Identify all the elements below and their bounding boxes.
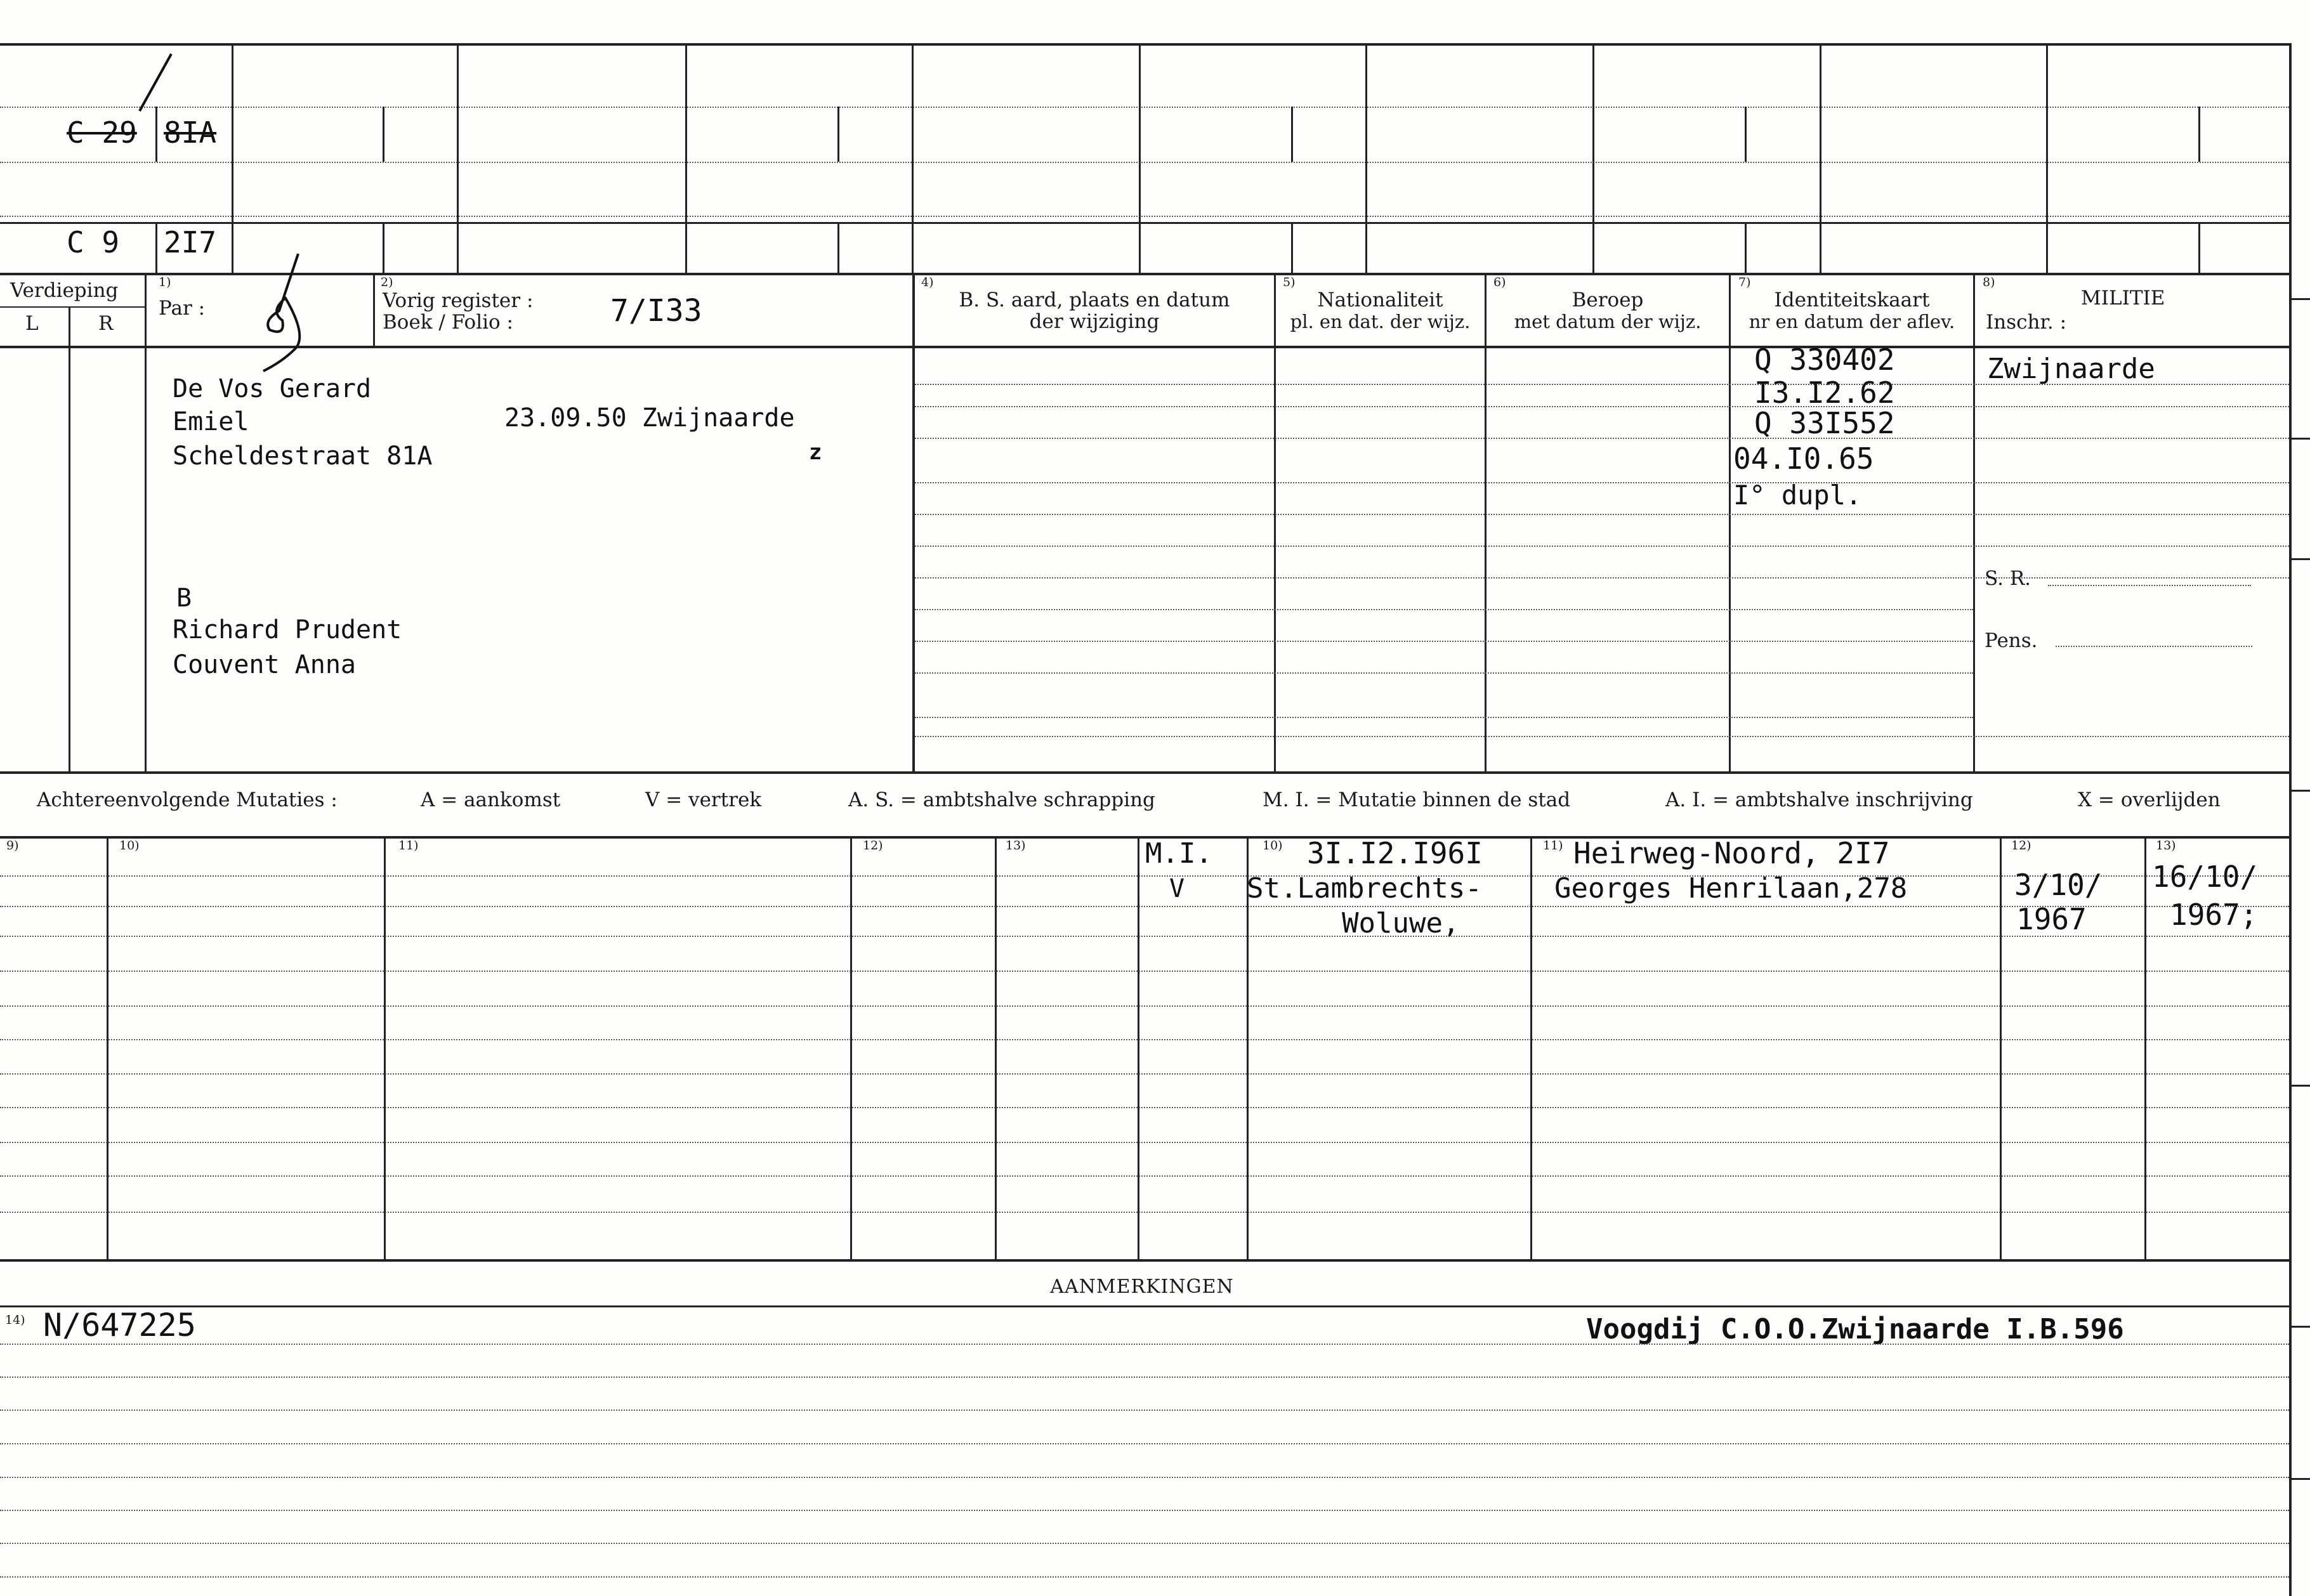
row2-number: 2I7 (164, 225, 217, 259)
mother-name: Couvent Anna (173, 650, 356, 679)
mutation-address-1: Heirweg-Noord, 2I7 (1573, 836, 1890, 870)
nationaliteit-sub-label: pl. en dat. der wijz. (1290, 311, 1471, 332)
floor-right-label: R (98, 312, 114, 335)
col8-num: 8) (1983, 275, 1995, 289)
sr-label: S. R. (1985, 567, 2031, 590)
id-line-2: I3.I2.62 (1754, 376, 1895, 410)
person-mark: z (809, 440, 822, 465)
boek-folio-value: 7/I33 (610, 293, 702, 329)
mutation-date12-a: 3/10/ (2014, 868, 2103, 902)
mutation-date13-b: 1967; (2170, 898, 2258, 932)
row1-code: C 29 (67, 115, 137, 150)
beroep-sub-label: met datum der wijz. (1514, 311, 1702, 332)
mut-col12b-num: 12) (2011, 839, 2031, 853)
inschr-label: Inschr. : (1986, 311, 2067, 334)
id-line-4: 04.I0.65 (1733, 442, 1874, 476)
mut-col12-num: 12) (863, 839, 883, 853)
person-birth: 23.09.50 Zwijnaarde (504, 403, 795, 433)
legend-mi: M. I. = Mutatie binnen de stad (1263, 788, 1571, 811)
mut-col13b-num: 13) (2156, 839, 2176, 853)
legend-as: A. S. = ambtshalve schrapping (848, 788, 1155, 811)
legend-a: A = aankomst (421, 788, 561, 811)
col7-num: 7) (1738, 275, 1751, 289)
identiteitskaart-sub-label: nr en datum der aflev. (1749, 311, 1955, 332)
aanmerkingen-title: AANMERKINGEN (1050, 1276, 1234, 1298)
mutation-date: 3I.I2.I96I (1307, 836, 1483, 870)
legend-v: V = vertrek (645, 788, 762, 811)
remarks-ref: N/647225 (43, 1307, 196, 1344)
mutation-code-mi: M.I. (1145, 837, 1212, 870)
col4-num: 4) (921, 275, 934, 289)
mutation-code-v: V (1169, 874, 1185, 903)
legend-ai: A. I. = ambtshalve inschrijving (1665, 788, 1973, 811)
remarks-num: 14) (5, 1313, 25, 1327)
id-line-5: I° dupl. (1733, 480, 1862, 511)
pens-label: Pens. (1985, 629, 2038, 652)
beroep-label: Beroep (1572, 289, 1644, 311)
legend-x: X = overlijden (2078, 788, 2221, 811)
parents-letter: B (176, 584, 192, 613)
identiteitskaart-label: Identiteitskaart (1774, 289, 1930, 311)
mutation-address-2: Georges Henrilaan,278 (1554, 872, 1908, 905)
row2-code: C 9 (67, 225, 120, 259)
id-line-1: Q 330402 (1754, 343, 1895, 377)
col6-num: 6) (1493, 275, 1506, 289)
floor-left-label: L (25, 312, 39, 335)
col4-header-line1: B. S. aard, plaats en datum (959, 289, 1230, 311)
person-name: De Vos Gerard (173, 374, 372, 403)
verdieping-label: Verdieping (10, 279, 119, 302)
mutation-date12-b: 1967 (2016, 902, 2087, 936)
vorig-register-label: Vorig register : (383, 289, 534, 312)
id-line-3: Q 33I552 (1754, 406, 1895, 440)
mut-col9-num: 9) (6, 839, 19, 853)
signature-mark-icon (251, 247, 320, 374)
person-given-name: Emiel (173, 407, 249, 436)
nationaliteit-label: Nationaliteit (1317, 289, 1443, 311)
inschr-value: Zwijnaarde (1987, 353, 2155, 385)
mut-col10-num: 10) (119, 839, 140, 853)
mut-col10b-num: 10) (1263, 839, 1283, 853)
col5-num: 5) (1283, 275, 1296, 289)
person-address: Scheldestraat 81A (173, 442, 433, 471)
mut-col13-num: 13) (1006, 839, 1026, 853)
mutation-place-1: St.Lambrechts- (1247, 872, 1482, 905)
row1-number: 8IA (164, 115, 217, 150)
remarks-note: Voogdij C.O.O.Zwijnaarde I.B.596 (1586, 1313, 2124, 1345)
col4-header-line2: der wijziging (1029, 310, 1160, 333)
mut-col11-num: 11) (398, 839, 419, 853)
mut-col11b-num: 11) (1543, 839, 1563, 853)
col2-num: 2) (381, 275, 393, 289)
boek-folio-label: Boek / Folio : (383, 311, 513, 334)
col1-num: 1) (159, 275, 171, 289)
slash-mark-icon (127, 51, 184, 114)
mutaties-title: Achtereenvolgende Mutaties : (37, 788, 338, 811)
militie-label: MILITIE (2081, 287, 2165, 310)
mutation-date13-a: 16/10/ (2152, 860, 2258, 894)
mutation-place-2: Woluwe, (1342, 907, 1460, 939)
father-name: Richard Prudent (173, 615, 402, 644)
par-label: Par : (159, 297, 206, 320)
